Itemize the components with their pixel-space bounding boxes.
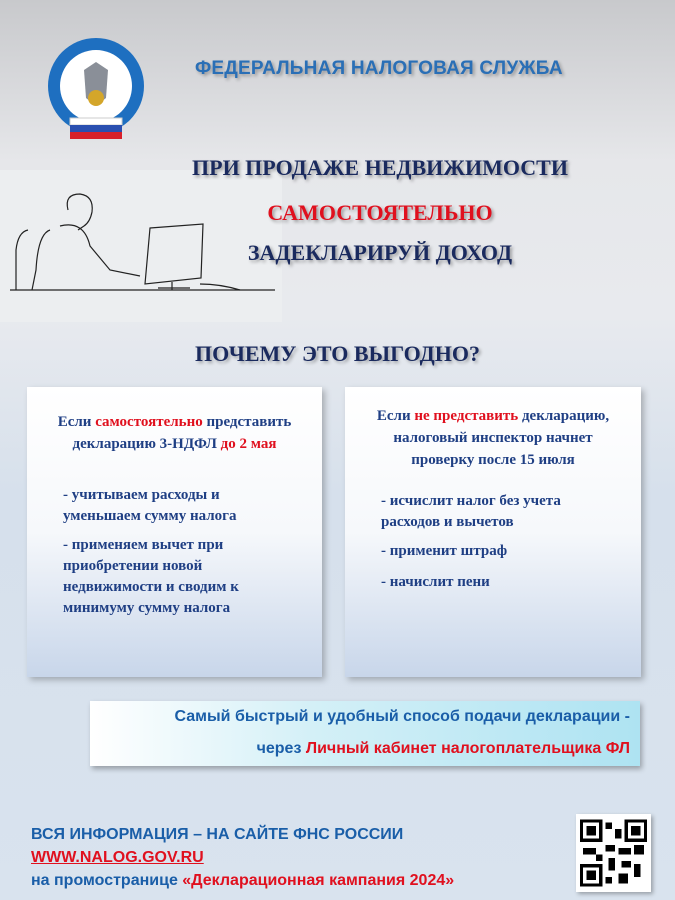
- self-declare-card: [27, 387, 322, 677]
- headline-line2: САМОСТОЯТЕЛЬНО: [267, 200, 493, 225]
- fns-logo: [44, 36, 148, 146]
- footer-info: [31, 823, 454, 892]
- section-heading: ПОЧЕМУ ЭТО ВЫГОДНО?: [195, 341, 480, 366]
- card-heading: Если не представить декларацию, налоговый инспектор начнет проверку после 15 июля: [376, 408, 610, 468]
- footer-line3: на промостранице «Декларационная кампания 2024»: [31, 872, 455, 889]
- list-item: - учитываем расходы и уменьшаем сумму налога: [63, 487, 237, 524]
- headline-line3: ЗАДЕКЛАРИРУЙ ДОХОД: [247, 240, 513, 265]
- list-item: - исчислит налог без учета расходов и вычетов: [381, 493, 561, 530]
- headline-line1: ПРИ ПРОДАЖЕ НЕДВИЖИМОСТИ: [192, 155, 568, 180]
- personal-account-banner: [90, 701, 640, 766]
- banner-line2: через Личный кабинет налогоплательщика ФЛ: [256, 740, 630, 757]
- no-declaration-card: [345, 387, 641, 677]
- footer-line1: ВСЯ ИНФОРМАЦИЯ – НА САЙТЕ ФНС РОССИИ: [31, 826, 404, 843]
- banner-line1: Самый быстрый и удобный способ подачи декларации -: [174, 708, 630, 725]
- list-item: - начислит пени: [381, 574, 490, 590]
- website-link[interactable]: WWW.NALOG.GOV.RU: [31, 849, 204, 866]
- card-heading: Если самостоятельно представить декларацию 3-НДФЛ до 2 мая: [57, 414, 292, 452]
- list-item: - применяем вычет при приобретении новой недвижимости и сводим к минимуму сумму налога: [63, 537, 239, 616]
- org-title: ФЕДЕРАЛЬНАЯ НАЛОГОВАЯ СЛУЖБА: [195, 58, 563, 79]
- list-item: - применит штраф: [381, 543, 508, 559]
- qr-code[interactable]: [576, 814, 651, 892]
